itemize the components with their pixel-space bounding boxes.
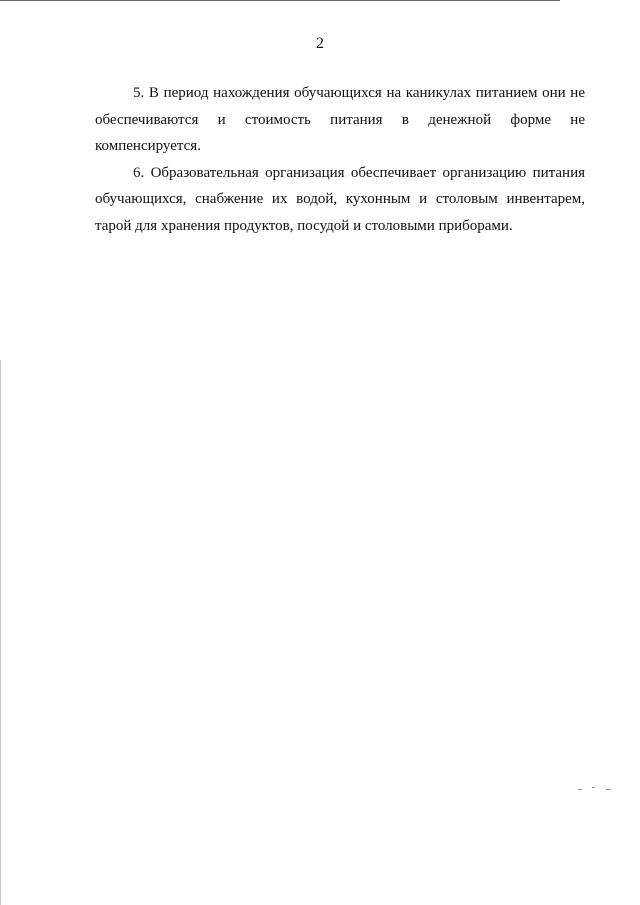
- paragraph-line: тарой для хранения продуктов, посудой и столовыми приборами.: [95, 217, 513, 234]
- paragraph-line: компенсируется.: [95, 138, 201, 154]
- document-body: [95, 80, 585, 239]
- paragraph-6: [95, 160, 585, 240]
- paragraph-line: обеспечиваются и стоимость питания в денежной форме не: [95, 111, 585, 128]
- scan-edge-left: [0, 360, 1, 905]
- scan-speck: [592, 787, 595, 788]
- scan-speck: [578, 789, 582, 790]
- page-number: 2: [316, 35, 324, 52]
- paragraph-5: [95, 80, 585, 160]
- paragraph-line: 5. В период нахождения обучающихся на каникулах питанием они не: [133, 85, 585, 101]
- paragraph-line: обучающихся, снабжение их водой, кухонным и столовым инвентарем,: [95, 191, 585, 207]
- scan-edge-top: [0, 0, 560, 1]
- paragraph-line: 6. Образовательная организация обеспечивает организацию питания: [133, 164, 585, 181]
- scan-speck: [606, 789, 611, 790]
